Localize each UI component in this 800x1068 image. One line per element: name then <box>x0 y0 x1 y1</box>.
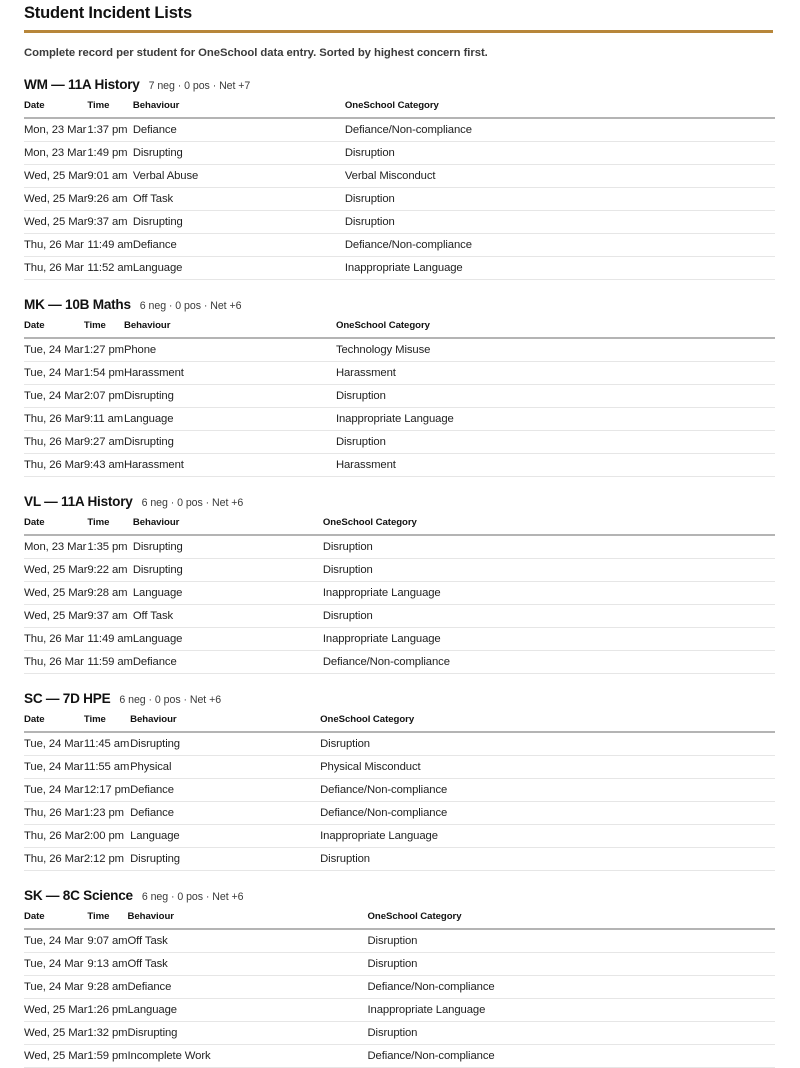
student-block <box>24 674 775 871</box>
student-incident-summary: 6 neg · 0 pos · Net +6 <box>141 497 244 509</box>
cell-time: 11:52 am <box>87 257 132 280</box>
table-row <box>24 408 775 431</box>
cell-time: 9:07 am <box>87 929 127 953</box>
cell-date: Wed, 25 Mar <box>24 559 87 582</box>
student-name: SK — 8C Science <box>24 888 133 903</box>
cell-time: 11:49 am <box>87 234 132 257</box>
table-row <box>24 234 775 257</box>
cell-behaviour: Defiance <box>130 779 320 802</box>
cell-behaviour: Disrupting <box>130 848 320 871</box>
table-row <box>24 651 775 674</box>
cell-oneschool-category: Verbal Misconduct <box>345 165 775 188</box>
cell-oneschool-category: Defiance/Non-compliance <box>345 234 775 257</box>
cell-date: Tue, 24 Mar <box>24 385 84 408</box>
cell-date: Wed, 25 Mar <box>24 1045 87 1068</box>
cell-behaviour: Language <box>128 999 368 1022</box>
cell-date: Thu, 26 Mar <box>24 825 84 848</box>
cell-behaviour: Disrupting <box>124 385 336 408</box>
cell-date: Thu, 26 Mar <box>24 628 87 651</box>
cell-time: 12:17 pm <box>84 779 130 802</box>
column-header-behaviour[interactable]: Behaviour <box>133 100 345 118</box>
cell-time: 9:13 am <box>87 953 127 976</box>
cell-date: Wed, 25 Mar <box>24 211 87 234</box>
cell-date: Mon, 23 Mar <box>24 142 87 165</box>
cell-date: Thu, 26 Mar <box>24 651 87 674</box>
cell-time: 1:26 pm <box>87 999 127 1022</box>
column-header-time[interactable]: Time <box>87 911 127 929</box>
cell-oneschool-category: Disruption <box>336 431 775 454</box>
table-row <box>24 582 775 605</box>
cell-date: Wed, 25 Mar <box>24 999 87 1022</box>
cell-behaviour: Disrupting <box>133 211 345 234</box>
cell-time: 1:37 pm <box>87 118 132 142</box>
cell-oneschool-category: Disruption <box>336 385 775 408</box>
student-incident-summary: 6 neg · 0 pos · Net +6 <box>119 694 222 706</box>
column-header-date[interactable]: Date <box>24 911 87 929</box>
student-block <box>24 60 775 280</box>
table-row <box>24 779 775 802</box>
table-row <box>24 999 775 1022</box>
cell-behaviour: Language <box>133 628 323 651</box>
cell-oneschool-category: Disruption <box>368 929 776 953</box>
cell-oneschool-category: Disruption <box>345 142 775 165</box>
table-row <box>24 976 775 999</box>
cell-time: 9:27 am <box>84 431 124 454</box>
table-header-row <box>24 320 775 338</box>
table-row <box>24 385 775 408</box>
table-row <box>24 756 775 779</box>
incident-table <box>24 911 775 1068</box>
page-title: Student Incident Lists <box>24 4 192 22</box>
table-row <box>24 1022 775 1045</box>
cell-time: 9:37 am <box>87 605 132 628</box>
table-row <box>24 605 775 628</box>
table-header-row <box>24 911 775 929</box>
table-row <box>24 362 775 385</box>
cell-time: 2:07 pm <box>84 385 124 408</box>
table-row <box>24 732 775 756</box>
table-row <box>24 953 775 976</box>
cell-oneschool-category: Inappropriate Language <box>345 257 775 280</box>
cell-date: Wed, 25 Mar <box>24 165 87 188</box>
cell-oneschool-category: Disruption <box>320 732 775 756</box>
cell-behaviour: Physical <box>130 756 320 779</box>
cell-oneschool-category: Inappropriate Language <box>320 825 775 848</box>
column-header-oneschool-category[interactable]: OneSchool Category <box>323 517 775 535</box>
cell-date: Tue, 24 Mar <box>24 756 84 779</box>
cell-oneschool-category: Disruption <box>323 605 775 628</box>
cell-time: 1:32 pm <box>87 1022 127 1045</box>
cell-behaviour: Disrupting <box>124 431 336 454</box>
cell-behaviour: Off Task <box>133 188 345 211</box>
cell-date: Thu, 26 Mar <box>24 454 84 477</box>
incident-table <box>24 714 775 871</box>
column-header-oneschool-category[interactable]: OneSchool Category <box>368 911 776 929</box>
table-row <box>24 535 775 559</box>
table-row <box>24 454 775 477</box>
student-name: WM — 11A History <box>24 77 140 92</box>
incident-table <box>24 100 775 280</box>
cell-date: Thu, 26 Mar <box>24 408 84 431</box>
cell-oneschool-category: Disruption <box>323 535 775 559</box>
cell-behaviour: Harassment <box>124 454 336 477</box>
cell-time: 1:59 pm <box>87 1045 127 1068</box>
cell-oneschool-category: Disruption <box>323 559 775 582</box>
table-row <box>24 118 775 142</box>
table-row <box>24 825 775 848</box>
cell-date: Wed, 25 Mar <box>24 582 87 605</box>
cell-time: 11:59 am <box>87 651 132 674</box>
table-row <box>24 802 775 825</box>
cell-time: 9:22 am <box>87 559 132 582</box>
cell-time: 1:35 pm <box>87 535 132 559</box>
column-header-date[interactable]: Date <box>24 714 84 732</box>
cell-date: Wed, 25 Mar <box>24 188 87 211</box>
table-row <box>24 188 775 211</box>
cell-date: Tue, 24 Mar <box>24 929 87 953</box>
student-incident-summary: 7 neg · 0 pos · Net +7 <box>148 80 251 92</box>
table-row <box>24 338 775 362</box>
cell-date: Wed, 25 Mar <box>24 1022 87 1045</box>
cell-date: Thu, 26 Mar <box>24 234 87 257</box>
cell-oneschool-category: Disruption <box>345 211 775 234</box>
incident-table <box>24 517 775 674</box>
cell-behaviour: Off Task <box>128 929 368 953</box>
cell-behaviour: Language <box>133 257 345 280</box>
column-header-date[interactable]: Date <box>24 320 84 338</box>
cell-behaviour: Defiance <box>133 118 345 142</box>
table-row <box>24 142 775 165</box>
column-header-oneschool-category[interactable]: OneSchool Category <box>336 320 775 338</box>
cell-time: 1:49 pm <box>87 142 132 165</box>
cell-date: Tue, 24 Mar <box>24 779 84 802</box>
cell-date: Mon, 23 Mar <box>24 118 87 142</box>
cell-date: Tue, 24 Mar <box>24 976 87 999</box>
cell-time: 2:12 pm <box>84 848 130 871</box>
cell-behaviour: Off Task <box>133 605 323 628</box>
cell-time: 9:37 am <box>87 211 132 234</box>
cell-date: Tue, 24 Mar <box>24 338 84 362</box>
cell-oneschool-category: Disruption <box>368 1022 776 1045</box>
cell-time: 9:11 am <box>84 408 124 431</box>
cell-oneschool-category: Disruption <box>320 848 775 871</box>
student-incident-summary: 6 neg · 0 pos · Net +6 <box>139 300 242 312</box>
cell-behaviour: Defiance <box>133 234 345 257</box>
cell-time: 1:54 pm <box>84 362 124 385</box>
cell-date: Tue, 24 Mar <box>24 732 84 756</box>
column-header-date[interactable]: Date <box>24 100 87 118</box>
table-row <box>24 929 775 953</box>
column-header-behaviour[interactable]: Behaviour <box>128 911 368 929</box>
student-header <box>24 77 775 100</box>
table-row <box>24 559 775 582</box>
cell-time: 11:49 am <box>87 628 132 651</box>
student-sections <box>24 60 775 1068</box>
cell-time: 9:26 am <box>87 188 132 211</box>
cell-time: 9:01 am <box>87 165 132 188</box>
cell-oneschool-category: Defiance/Non-compliance <box>368 976 776 999</box>
student-header <box>24 691 775 714</box>
cell-time: 1:27 pm <box>84 338 124 362</box>
column-header-oneschool-category[interactable]: OneSchool Category <box>345 100 775 118</box>
cell-behaviour: Defiance <box>133 651 323 674</box>
cell-behaviour: Defiance <box>130 802 320 825</box>
cell-oneschool-category: Inappropriate Language <box>336 408 775 431</box>
page-subtitle: Complete record per student for OneSchool data entry. Sorted by highest concern first. <box>24 47 488 59</box>
student-name: MK — 10B Maths <box>24 297 131 312</box>
cell-time: 1:23 pm <box>84 802 130 825</box>
cell-behaviour: Defiance <box>128 976 368 999</box>
cell-behaviour: Language <box>133 582 323 605</box>
student-block <box>24 871 775 1068</box>
cell-time: 9:28 am <box>87 582 132 605</box>
column-header-behaviour[interactable]: Behaviour <box>124 320 336 338</box>
cell-oneschool-category: Harassment <box>336 362 775 385</box>
table-header-row <box>24 714 775 732</box>
cell-date: Tue, 24 Mar <box>24 953 87 976</box>
cell-oneschool-category: Technology Misuse <box>336 338 775 362</box>
column-header-time[interactable]: Time <box>84 714 130 732</box>
table-row <box>24 1045 775 1068</box>
cell-behaviour: Disrupting <box>133 142 345 165</box>
column-header-time[interactable]: Time <box>87 100 132 118</box>
table-header-row <box>24 100 775 118</box>
student-header <box>24 888 775 911</box>
table-row <box>24 431 775 454</box>
cell-oneschool-category: Disruption <box>368 953 776 976</box>
cell-oneschool-category: Defiance/Non-compliance <box>320 779 775 802</box>
cell-time: 9:43 am <box>84 454 124 477</box>
cell-oneschool-category: Defiance/Non-compliance <box>368 1045 776 1068</box>
cell-oneschool-category: Disruption <box>345 188 775 211</box>
cell-oneschool-category: Inappropriate Language <box>368 999 776 1022</box>
column-header-behaviour[interactable]: Behaviour <box>133 517 323 535</box>
cell-behaviour: Off Task <box>128 953 368 976</box>
cell-date: Mon, 23 Mar <box>24 535 87 559</box>
cell-date: Thu, 26 Mar <box>24 431 84 454</box>
cell-behaviour: Verbal Abuse <box>133 165 345 188</box>
table-row <box>24 165 775 188</box>
incident-table <box>24 320 775 477</box>
column-header-behaviour[interactable]: Behaviour <box>130 714 320 732</box>
column-header-time[interactable]: Time <box>84 320 124 338</box>
cell-date: Tue, 24 Mar <box>24 362 84 385</box>
cell-oneschool-category: Harassment <box>336 454 775 477</box>
student-name: VL — 11A History <box>24 494 133 509</box>
student-name: SC — 7D HPE <box>24 691 111 706</box>
column-header-date[interactable]: Date <box>24 517 87 535</box>
student-header <box>24 494 775 517</box>
cell-oneschool-category: Inappropriate Language <box>323 628 775 651</box>
column-header-oneschool-category[interactable]: OneSchool Category <box>320 714 775 732</box>
student-incident-summary: 6 neg · 0 pos · Net +6 <box>141 891 244 903</box>
cell-behaviour: Disrupting <box>133 559 323 582</box>
cell-behaviour: Disrupting <box>130 732 320 756</box>
student-block <box>24 477 775 674</box>
cell-oneschool-category: Defiance/Non-compliance <box>323 651 775 674</box>
cell-date: Thu, 26 Mar <box>24 257 87 280</box>
table-row <box>24 848 775 871</box>
table-row <box>24 628 775 651</box>
table-row <box>24 257 775 280</box>
cell-behaviour: Incomplete Work <box>128 1045 368 1068</box>
cell-time: 11:55 am <box>84 756 130 779</box>
cell-behaviour: Language <box>130 825 320 848</box>
cell-behaviour: Harassment <box>124 362 336 385</box>
cell-oneschool-category: Defiance/Non-compliance <box>345 118 775 142</box>
cell-date: Thu, 26 Mar <box>24 802 84 825</box>
student-header <box>24 297 775 320</box>
table-row <box>24 211 775 234</box>
cell-date: Thu, 26 Mar <box>24 848 84 871</box>
column-header-time[interactable]: Time <box>87 517 132 535</box>
cell-date: Wed, 25 Mar <box>24 605 87 628</box>
cell-behaviour: Disrupting <box>128 1022 368 1045</box>
cell-behaviour: Phone <box>124 338 336 362</box>
student-block <box>24 280 775 477</box>
cell-behaviour: Language <box>124 408 336 431</box>
cell-behaviour: Disrupting <box>133 535 323 559</box>
cell-oneschool-category: Defiance/Non-compliance <box>320 802 775 825</box>
cell-time: 9:28 am <box>87 976 127 999</box>
cell-time: 2:00 pm <box>84 825 130 848</box>
cell-oneschool-category: Inappropriate Language <box>323 582 775 605</box>
cell-time: 11:45 am <box>84 732 130 756</box>
cell-oneschool-category: Physical Misconduct <box>320 756 775 779</box>
table-header-row <box>24 517 775 535</box>
